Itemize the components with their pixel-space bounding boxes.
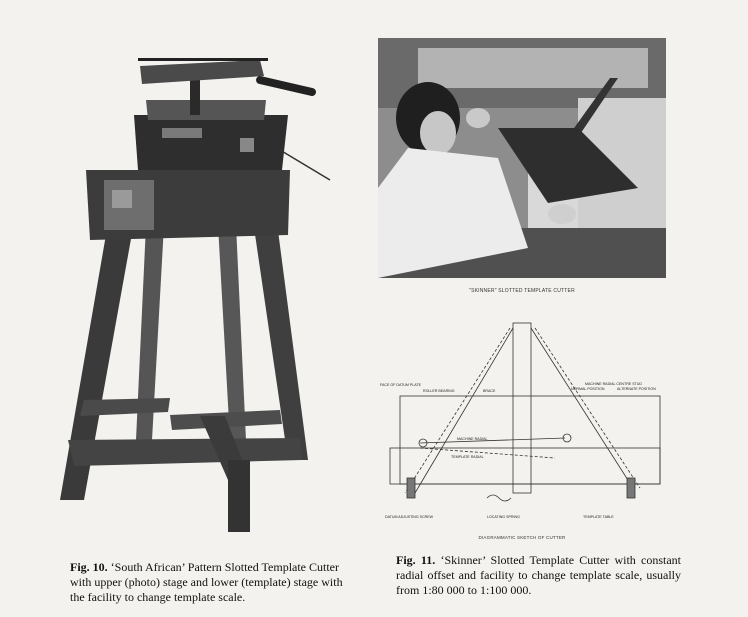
- label-template-table: TEMPLATE TABLE: [583, 515, 614, 519]
- label-locating-spring: LOCATING SPRING: [487, 515, 520, 519]
- fig11-diagram: [375, 318, 670, 548]
- fig11-caption-text: ‘Skinner’ Slotted Template Cutter with constant radial offset and facility to change template scale, usually from 1:80 000 to 1:100 000.: [396, 553, 681, 597]
- fig11-diagram-title: DIAGRAMMATIC SKETCH OF CUTTER: [478, 535, 566, 540]
- label-machine-radial: MACHINE RADIAL: [457, 437, 488, 441]
- fig10-caption-text: ‘South African’ Pattern Slotted Template Cutter with upper (photo) stage and lower (template) stage with the facility to change template scale.: [70, 560, 343, 604]
- label-datum-adjusting-screw: DATUM ADJUSTING SCREW: [385, 515, 434, 519]
- label-brace: BRACE: [483, 389, 496, 393]
- fig10-caption: [70, 560, 360, 605]
- label-alternate-position: ALTERNATE POSITION: [617, 387, 656, 391]
- fig11-photo-caption: "SKINNER" SLOTTED TEMPLATE CUTTER: [469, 288, 575, 294]
- label-normal-position: NORMAL POSITION: [571, 387, 605, 391]
- fig11-caption: [396, 553, 681, 598]
- label-face-of-datum-plate: FACE OF DATUM PLATE: [380, 383, 421, 387]
- fig11-photo: [378, 38, 666, 278]
- label-machine-radial-centre-stud: MACHINE RADIAL CENTRE STUD: [585, 382, 642, 386]
- label-roller-bearing: ROLLER BEARING: [423, 389, 455, 393]
- fig11-label: Fig. 11.: [396, 553, 436, 567]
- label-template-radial: TEMPLATE RADIAL: [451, 455, 484, 459]
- fig10-photo: [50, 20, 350, 540]
- fig10-label: Fig. 10.: [70, 560, 108, 574]
